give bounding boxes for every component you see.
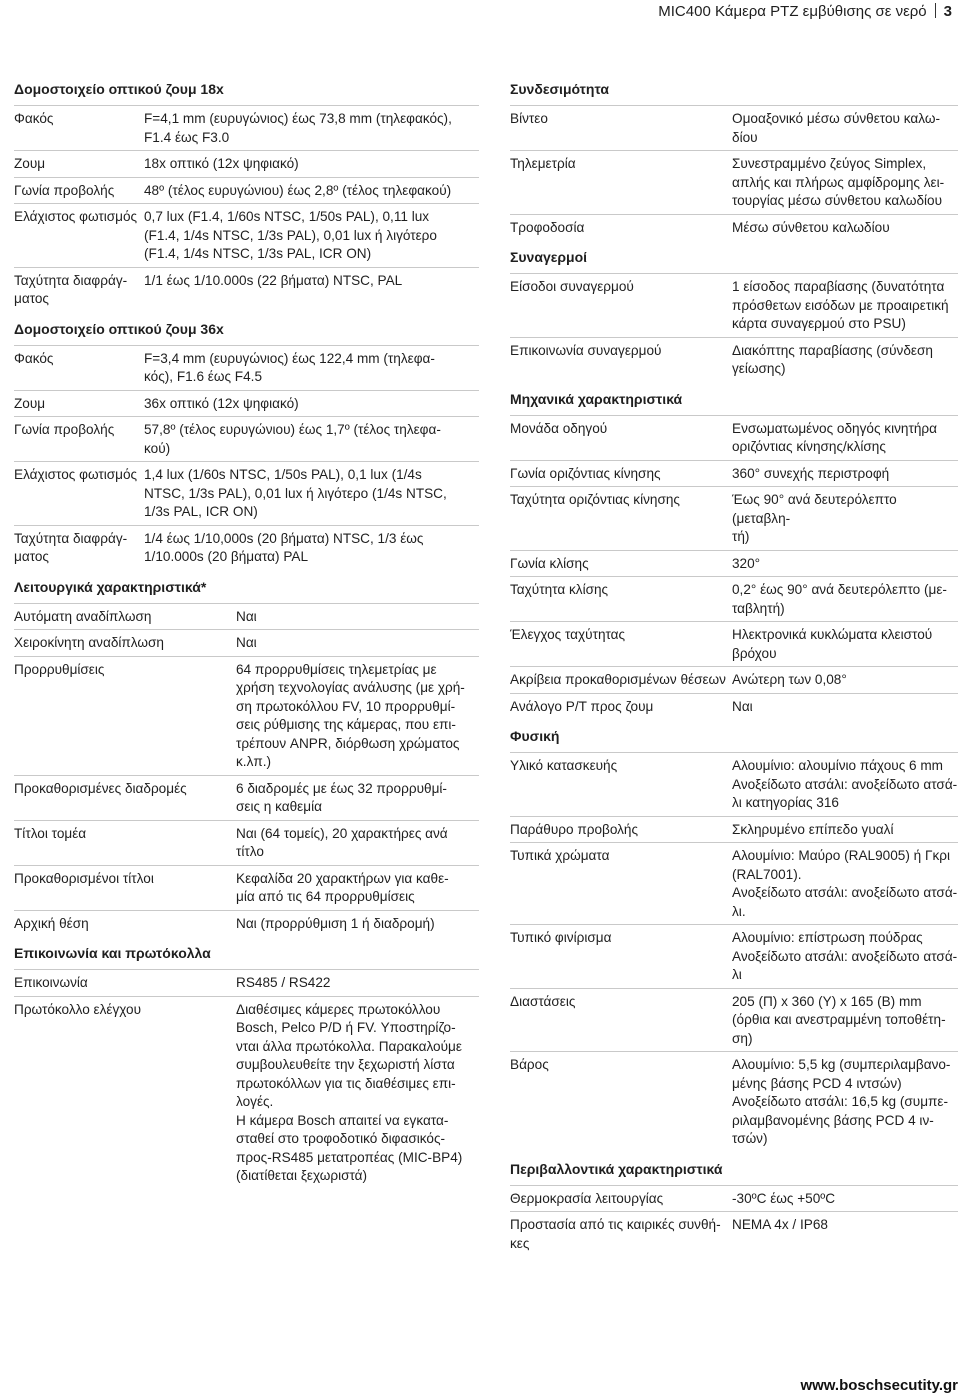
- spec-value: 57,8º (τέλος ευρυγώνιου) έως 1,7º (τέλος τηλεφα- κού): [144, 422, 441, 456]
- spec-row: [510, 460, 958, 487]
- spec-value: 1,4 lux (1/60s NTSC, 1/50s PAL), 0,1 lux (1/4s NTSC, 1/3s PAL), 0,01 lux ή λιγότερο (1/4s NTSC, 1/3s PAL, ICR ON): [144, 467, 447, 519]
- spec-label: Διαστάσεις: [510, 993, 576, 1009]
- page-header: [0, 0, 960, 27]
- section-comms: [14, 944, 479, 1189]
- spec-value: RS485 / RS422: [236, 975, 331, 990]
- spec-table: [510, 415, 958, 720]
- spec-label: Τυπικά χρώματα: [510, 848, 610, 863]
- spec-row: [14, 775, 479, 820]
- spec-row: [510, 486, 958, 550]
- spec-table: [14, 969, 479, 1189]
- spec-row: [510, 621, 958, 666]
- spec-row: [510, 105, 958, 150]
- spec-value: NEMA 4x / IP68: [732, 1217, 828, 1232]
- spec-row: [510, 842, 958, 924]
- spec-label: Μονάδα οδηγού: [510, 420, 608, 436]
- spec-row: [510, 550, 958, 577]
- section-title: Φυσική: [510, 728, 560, 744]
- header-title: MIC400 Κάμερα PTZ εμβύθισης σε νερό: [658, 3, 927, 20]
- spec-label: Παράθυρο προβολής: [510, 821, 639, 837]
- spec-label: Αρχική θέση: [14, 915, 89, 931]
- spec-value: 1/1 έως 1/10.000s (22 βήματα) NTSC, PAL: [144, 272, 403, 288]
- spec-label: Ταχύτητα διαφράγ- ματος: [14, 530, 128, 564]
- spec-row: [14, 865, 479, 910]
- spec-table: [510, 105, 958, 240]
- spec-table: [14, 603, 479, 937]
- spec-label: Τίτλοι τομέα: [14, 825, 87, 841]
- spec-label: Ταχύτητα διαφράγ- ματος: [14, 272, 128, 306]
- section-title: Συνδεσιμότητα: [510, 81, 609, 97]
- spec-row: [14, 390, 479, 417]
- spec-value: Αλουμίνιο: αλουμίνιο πάχους 6 mm Ανοξείδωτο ατσάλι: ανοξείδωτο ατσά- λι κατηγορίας 316: [732, 758, 958, 810]
- spec-label: Ταχύτητα κλίσης: [510, 582, 609, 597]
- spec-value: Ενσωματωμένος οδηγός κινητήρα οριζόντιας κίνησης/κλίσης: [732, 420, 937, 454]
- spec-row: [14, 177, 479, 204]
- spec-value: Ηλεκτρονικά κυκλώματα κλειστού βρόχου: [732, 627, 933, 661]
- spec-value: 205 (Π) x 360 (Υ) x 165 (Β) mm (όρθια και ανεστραμμένη τοποθέτη- ση): [732, 993, 946, 1046]
- spec-label: Πρωτόκολλο ελέγχου: [14, 1001, 142, 1017]
- spec-value: F=3,4 mm (ευρυγώνιος) έως 122,4 mm (τηλεφα- κός), F1.6 έως F4.5: [144, 350, 435, 384]
- spec-row: [14, 996, 479, 1189]
- spec-row: [510, 415, 958, 460]
- header-bar: [540, 0, 960, 27]
- spec-value: 48º (τέλος ευρυγώνιου) έως 2,8º (τέλος τηλεφακού): [144, 182, 452, 198]
- spec-row: [510, 988, 958, 1052]
- spec-row: [14, 820, 479, 865]
- section-zoom18: [14, 80, 479, 312]
- section-features: [14, 578, 479, 937]
- spec-value: Ομοαξονικό μέσω σύνθετου καλω- δίου: [732, 111, 940, 145]
- spec-label: Βάρος: [510, 1057, 549, 1072]
- spec-row: [14, 461, 479, 525]
- section-environment: [510, 1160, 958, 1257]
- header-separator: [935, 3, 936, 18]
- left-column: [14, 78, 479, 1189]
- spec-label: Έλεγχος ταχύτητας: [510, 627, 626, 642]
- header-text: [658, 3, 952, 20]
- spec-table: [510, 273, 958, 382]
- spec-row: [510, 337, 958, 382]
- spec-value: Έως 90° ανά δευτερόλεπτο (μεταβλη- τή): [732, 492, 897, 544]
- spec-label: Γωνία προβολής: [14, 182, 115, 198]
- spec-value: 6 διαδρομές με έως 32 προρρυθμί- σεις η καθεμία: [236, 780, 447, 814]
- spec-row: [14, 525, 479, 570]
- spec-table: [14, 345, 479, 570]
- spec-row: [510, 693, 958, 720]
- section-physical: [510, 727, 958, 1152]
- spec-value: Ναι (προρρύθμιση 1 ή διαδρομή): [236, 915, 435, 931]
- spec-row: [14, 267, 479, 312]
- spec-label: Φακός: [14, 111, 54, 126]
- spec-label: Ελάχιστος φωτισμός: [14, 209, 138, 224]
- spec-value: 320°: [732, 555, 761, 571]
- spec-row: [14, 629, 479, 656]
- spec-row: [510, 214, 958, 241]
- spec-label: Επικοινωνία: [14, 975, 88, 990]
- spec-value: Σκληρυμένο επίπεδο γυαλί: [732, 821, 894, 837]
- spec-label: Προκαθορισμένοι τίτλοι: [14, 870, 154, 886]
- spec-label: Ζουμ: [14, 156, 46, 171]
- spec-value: Ναι: [236, 635, 257, 650]
- spec-row: [14, 603, 479, 630]
- spec-row: [510, 1051, 958, 1152]
- spec-row: [510, 273, 958, 337]
- spec-value: Αλουμίνιο: 5,5 kg (συμπεριλαμβανο- μένης βάσης PCD 4 ιντσών) Ανοξείδωτο ατσάλι: 16,5 kg (συμπε- ριλαμβανομένης βάσης PCD 4 ιν- τσών): [732, 1057, 951, 1146]
- spec-label: Τυπικό φινίρισμα: [510, 930, 612, 945]
- spec-label: Τηλεμετρία: [510, 156, 576, 171]
- spec-value: Αλουμίνιο: Μαύρο (RAL9005) ή Γκρι (RAL7001). Ανοξείδωτο ατσάλι: ανοξείδωτο ατσά- λι.: [732, 848, 958, 919]
- spec-label: Προκαθορισμένες διαδρομές: [14, 780, 187, 796]
- spec-row: [14, 416, 479, 461]
- spec-row: [510, 666, 958, 693]
- section-title: Περιβαλλοντικά χαρακτηριστικά: [510, 1160, 723, 1177]
- spec-label: Αυτόματη αναδίπλωση: [14, 608, 152, 624]
- section-title: Λειτουργικά χαρακτηριστικά*: [14, 578, 207, 595]
- spec-row: [14, 150, 479, 177]
- section-zoom36: [14, 320, 479, 570]
- spec-value: Μέσω σύνθετου καλωδίου: [732, 219, 890, 235]
- spec-row: [14, 910, 479, 937]
- spec-label: Προρρυθμίσεις: [14, 661, 105, 677]
- spec-value: 36x οπτικό (12x ψηφιακό): [144, 395, 299, 411]
- section-title: Μηχανικά χαρακτηριστικά: [510, 390, 683, 407]
- spec-table: [510, 752, 958, 1152]
- spec-value: Ναι: [236, 608, 257, 624]
- spec-row: [510, 816, 958, 843]
- spec-row: [510, 1211, 958, 1256]
- spec-row: [14, 656, 479, 775]
- spec-label: Βίντεο: [510, 111, 548, 126]
- spec-label: Φακός: [14, 350, 54, 366]
- page-number: 3: [943, 3, 952, 20]
- spec-value: Ανώτερη των 0,08°: [732, 672, 847, 687]
- section-alarms: [510, 248, 958, 382]
- spec-label: Θερμοκρασία λειτουργίας: [510, 1190, 664, 1206]
- spec-value: 18x οπτικό (12x ψηφιακό): [144, 156, 299, 171]
- spec-label: Γωνία οριζόντιας κίνησης: [510, 465, 661, 481]
- spec-value: -30ºC έως +50ºC: [732, 1190, 836, 1206]
- spec-label: Ακρίβεια προκαθορισμένων θέσεων: [510, 672, 726, 687]
- spec-value: Συνεστραμμένο ζεύγος Simplex, απλής και πλήρως αμφίδρομης λει- τουργίας μέσω σύνθετου καλωδίου: [732, 156, 945, 208]
- section-title: Δομοστοιχείο οπτικού ζουμ 18x: [14, 81, 224, 97]
- spec-value: 1 είσοδος παραβίασης (δυνατότητα πρόσθετων εισόδων με προαιρετική κάρτα συναγερμού στο PSU): [732, 279, 949, 331]
- spec-value: 64 προρρυθμίσεις τηλεμετρίας με χρήση τεχνολογίας ανάλυσης (με χρή- ση πρωτοκόλλου FV, 10 προρρυθμί- σεις ρύθμισης της κάμερας, που επι- τρέπουν ANPR, διόρθωση χρώματος κ.λπ.): [236, 661, 465, 769]
- spec-value: Ναι (64 τομείς), 20 χαρακτήρες ανά τίτλο: [236, 825, 448, 859]
- spec-value: 1/4 έως 1/10,000s (20 βήματα) NTSC, 1/3 έως 1/10.000s (20 βήματα) PAL: [144, 530, 424, 564]
- section-mechanical: [510, 390, 958, 720]
- spec-label: Ζουμ: [14, 395, 46, 411]
- spec-value: 0,7 lux (F1.4, 1/60s NTSC, 1/50s PAL), 0,11 lux (F1.4, 1/4s NTSC, 1/3s PAL), 0,01 lux ή λιγότερο (F1.4, 1/4s NTSC, 1/3s PAL, ICR ON): [144, 209, 437, 261]
- spec-label: Υλικό κατασκευής: [510, 758, 618, 773]
- spec-label: Ανάλογο Ρ/Τ προς ζουμ: [510, 698, 654, 714]
- section-title: Δομοστοιχείο οπτικού ζουμ 36x: [14, 320, 224, 337]
- spec-value: 0,2° έως 90° ανά δευτερόλεπτο (με- ταβλητή): [732, 582, 947, 616]
- spec-label: Προστασία από τις καιρικές συνθή- κες: [510, 1217, 721, 1251]
- spec-row: [510, 752, 958, 816]
- spec-row: [14, 969, 479, 996]
- spec-label: Χειροκίνητη αναδίπλωση: [14, 635, 164, 650]
- spec-label: Τροφοδοσία: [510, 219, 585, 235]
- spec-label: Είσοδοι συναγερμού: [510, 279, 634, 294]
- spec-row: [510, 924, 958, 988]
- spec-value: Διακόπτης παραβίασης (σύνδεση γείωσης): [732, 342, 933, 376]
- spec-table: [510, 1185, 958, 1257]
- section-title: Επικοινωνία και πρωτόκολλα: [14, 945, 211, 961]
- spec-label: Γωνία προβολής: [14, 422, 115, 437]
- spec-row: [14, 345, 479, 390]
- spec-row: [14, 203, 479, 267]
- spec-label: Ελάχιστος φωτισμός: [14, 467, 138, 482]
- spec-value: 360° συνεχής περιστροφή: [732, 465, 890, 481]
- section-title: Συναγερμοί: [510, 249, 588, 265]
- spec-value: Αλουμίνιο: επίστρωση πούδρας Ανοξείδωτο ατσάλι: ανοξείδωτο ατσά- λι: [732, 930, 958, 982]
- section-connectivity: [510, 80, 958, 240]
- footer-url[interactable]: www.boschsecutity.gr: [800, 1377, 958, 1394]
- spec-value: Διαθέσιμες κάμερες πρωτοκόλλου Bosch, Pelco P/D ή FV. Υποστηρίζο- νται άλλα πρωτόκολλα. Παρακαλούμε συμβουλευθείτε την ξεχωριστή λίστα πρωτοκόλλων για τις διαθέσιμες επι- λογές. Η κάμερα Bosch απαιτεί να εγκατα- σταθεί στο τροφοδοτικό διφασικός- προς-RS485 μετατροπέας (MIC-BP4) (διατίθεται ξεχωριστά): [236, 1001, 463, 1183]
- spec-label: Γωνία κλίσης: [510, 555, 589, 571]
- spec-row: [510, 150, 958, 214]
- spec-value: Ναι: [732, 698, 753, 714]
- spec-label: Επικοινωνία συναγερμού: [510, 342, 662, 358]
- right-column: [510, 78, 958, 1256]
- spec-label: Ταχύτητα οριζόντιας κίνησης: [510, 492, 680, 507]
- spec-value: Κεφαλίδα 20 χαρακτήρων για καθε- μία από τις 64 προρρυθμίσεις: [236, 870, 449, 904]
- spec-value: F=4,1 mm (ευρυγώνιος) έως 73,8 mm (τηλεφακός), F1.4 έως F3.0: [144, 111, 452, 145]
- spec-row: [510, 576, 958, 621]
- spec-row: [14, 105, 479, 150]
- spec-row: [510, 1185, 958, 1212]
- spec-table: [14, 105, 479, 312]
